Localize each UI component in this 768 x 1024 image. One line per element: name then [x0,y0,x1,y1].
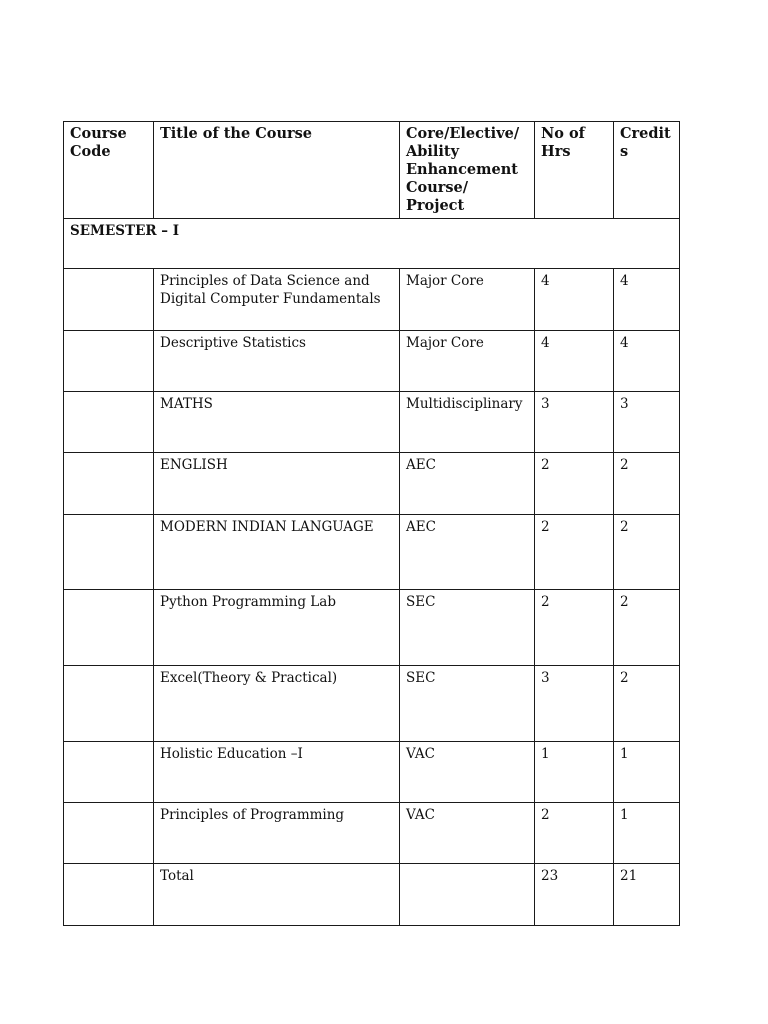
cell-hours: 2 [535,590,614,666]
cell-credits: 3 [614,392,680,453]
cell-code [64,803,154,864]
cell-code [64,331,154,392]
cell-title: Holistic Education –I [154,742,400,803]
cell-code [64,590,154,666]
cell-type: VAC [400,803,535,864]
cell-code [64,453,154,515]
cell-title: ENGLISH [154,453,400,515]
header-hours: No of Hrs [535,122,614,219]
cell-credits: 2 [614,590,680,666]
cell-hours: 4 [535,269,614,331]
cell-type [400,864,535,926]
table-row [64,453,680,515]
semester-label: SEMESTER – I [64,219,680,269]
cell-type: Multidisciplinary [400,392,535,453]
cell-hours: 2 [535,803,614,864]
cell-credits: 4 [614,331,680,392]
cell-title: Principles of Data Science and Digital Computer Fundamentals [154,269,400,331]
header-course-code: Course Code [64,122,154,219]
cell-title: Total [154,864,400,926]
table-row [64,666,680,742]
cell-hours: 3 [535,666,614,742]
cell-type: SEC [400,590,535,666]
table-row [64,269,680,331]
cell-hours: 2 [535,515,614,590]
cell-type: SEC [400,666,535,742]
cell-type: AEC [400,515,535,590]
cell-hours: 3 [535,392,614,453]
cell-code [64,666,154,742]
cell-title: Python Programming Lab [154,590,400,666]
header-row [64,122,680,219]
cell-type: Major Core [400,331,535,392]
header-course-title: Title of the Course [154,122,400,219]
cell-title: Descriptive Statistics [154,331,400,392]
table-row [64,864,680,926]
table-row [64,515,680,590]
cell-hours: 4 [535,331,614,392]
cell-code [64,392,154,453]
cell-code [64,269,154,331]
cell-type: AEC [400,453,535,515]
cell-code [64,742,154,803]
cell-credits: 1 [614,803,680,864]
cell-credits: 1 [614,742,680,803]
header-credits: Credit s [614,122,680,219]
cell-credits: 2 [614,666,680,742]
course-rows [64,269,680,926]
cell-hours: 2 [535,453,614,515]
table-row [64,331,680,392]
cell-credits: 21 [614,864,680,926]
cell-code [64,515,154,590]
cell-title: MATHS [154,392,400,453]
cell-type: VAC [400,742,535,803]
table-row [64,590,680,666]
table-row [64,392,680,453]
cell-hours: 1 [535,742,614,803]
table-row [64,742,680,803]
course-table [63,121,680,926]
cell-title: MODERN INDIAN LANGUAGE [154,515,400,590]
semester-row [64,219,680,269]
cell-credits: 4 [614,269,680,331]
cell-credits: 2 [614,453,680,515]
cell-credits: 2 [614,515,680,590]
cell-hours: 23 [535,864,614,926]
cell-title: Principles of Programming [154,803,400,864]
cell-title: Excel(Theory & Practical) [154,666,400,742]
cell-type: Major Core [400,269,535,331]
header-course-type: Core/Elective/ Ability Enhancement Course/ Project [400,122,535,219]
cell-code [64,864,154,926]
table-row [64,803,680,864]
